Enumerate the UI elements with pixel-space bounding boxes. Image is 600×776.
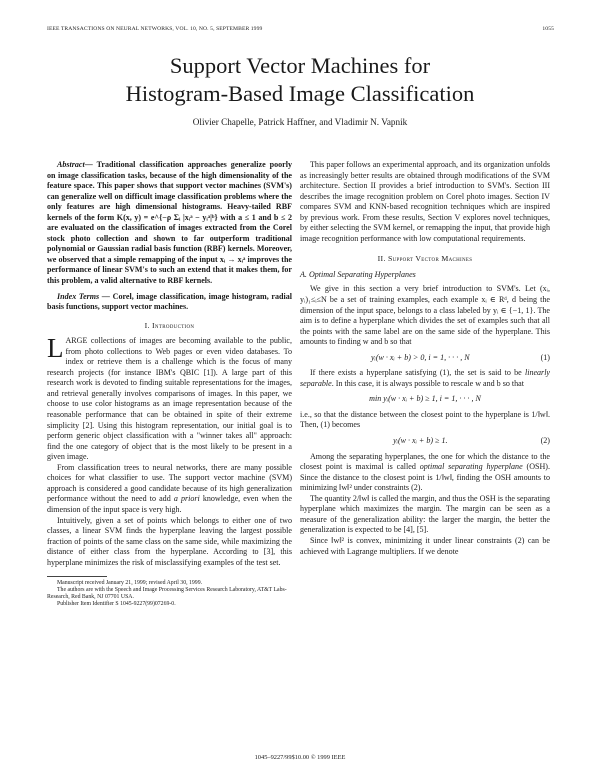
intro-paragraph-1 (47, 333, 292, 463)
index-terms-lead: Index Terms — (57, 291, 110, 301)
left-column (47, 160, 292, 608)
intro-heading: I. Introduction (144, 320, 195, 330)
section-2-heading: II. Support Vector Machines (377, 254, 473, 264)
authors: Olivier Chapelle, Patrick Haffner, and Vladimir N. Vapnik (192, 117, 408, 127)
equation-min (300, 394, 550, 405)
separable-paragraph (300, 368, 550, 389)
osh-italic: optimal separating hyperplane (419, 462, 523, 472)
margin-paragraph: The quantity 2/‖w‖ is called the margin, and thus the OSH is the separating hyperplane which maximizes the margin. The margin can be seen as a measure of the generalization ability: the larger the margin, the better the generalization is expected to be [4], [5]. (300, 493, 550, 535)
footnote-rule (47, 576, 107, 577)
equation-2 (300, 436, 550, 447)
running-head-text: IEEE TRANSACTIONS ON NEURAL NETWORKS, VOL. 10, NO. 5, SEPTEMBER 1999 (47, 26, 263, 32)
separable-b: . In this case, it is always possible to rescale w and b so that (331, 378, 524, 388)
abstract-text: Traditional classification approaches generalize poorly on image classification tasks, because of the high dimensionality of the feature space. This paper shows that support vector machines (SVM's) can generalize well on difficult image classification problems where the only features are high dimensional histograms. Heavy-tailed RBF kernels of the form K(x, y) = e^{−ρ Σᵢ |xᵢᵃ − yᵢᵃ|ᵇ} with a ≤ 1 and b ≤ 2 are evaluated on the classification of images extracted from the Corel stock photo collection and shown to far outperform traditional polynomial or Gaussian radial basis function (RBF) kernels. Moreover, we observed that a simple remapping of the input xᵢ → xᵢᵃ improves the performance of linear SVM's to such an extend that it makes them, for this problem, a valid alternative to RBF kernels. (47, 160, 292, 286)
abstract (47, 160, 292, 287)
drop-cap: L (47, 333, 64, 364)
equation-2-body: yᵢ(w · xᵢ + b) ≥ 1. (393, 436, 448, 446)
footnote-3: Publisher Item Identifier S 1045-9227(99)07269-0. (57, 601, 176, 608)
equation-min-body: min yᵢ(w · xᵢ + b) ≥ 1, i = 1, · · · , N (369, 394, 481, 404)
intro-paragraph-2 (47, 463, 292, 516)
osh-paragraph (300, 452, 550, 494)
footnote-2: The authors are with the Speech and Image Processing Services Research Laboratory, AT&T Labs-Research, Red Bank, NJ 07701 USA. (47, 587, 287, 601)
page-number: 1055 (542, 26, 554, 32)
abstract-lead: Abstract— (57, 160, 93, 169)
equation-2-number: (2) (540, 436, 550, 446)
intro-p2-a: From classification trees to neural networks, there are many possible choices for what classifier to use. The support vector machine (SVM) approach is considered a good candidate because of its high generalization performance without the need to add (47, 462, 292, 504)
intro-paragraph-3: Intuitively, given a set of points which belongs to either one of two classes, a linear SVM finds the hyperplane leaving the largest possible fraction of points of the same class on the same side, while maximizing the distance of either class from the hyperplane. According to [3], this hyperplane minimizes the risk of misclassifying examples of the test set. (47, 515, 292, 567)
title-line-1: Support Vector Machines for (169, 53, 431, 78)
separable-italic: linearly separable (300, 368, 550, 388)
intro-p1-text: ARGE collections of images are becoming available to the public, from photo collections to Web pages or even video databases. To index or retrieve them is a challenge which is the focus of many research projects (for instance IBM's QBIC [1]). A large part of this research work is devoted to finding suitable representations for the images, and retrieval generally involves comparisons of images. In this paper, we choose to use color histograms as an image representation because of the reasonable performance that can be obtained in spite of their extreme simplicity [2]. Using this histogram representation, our initial goal is to perform generic object classification with a "winner takes all" approach: find the one category of object that is the most likely to be present in a given image. (47, 336, 292, 462)
title-line-2: Histogram-Based Image Classification (125, 81, 475, 106)
running-header (47, 26, 554, 32)
separable-a: If there exists a hyperplane satisfying (1), the set is said to be (310, 368, 525, 378)
ie-paragraph: i.e., so that the distance between the closest point to the hyperplane is 1/‖w‖. Then, (1) becomes (300, 409, 550, 430)
osh-b: (OSH). Since the distance to the closest point is 1/‖w‖, finding the OSH amounts to minimizing ‖w‖² under constraints (2). (300, 462, 550, 493)
equation-1-body: yᵢ(w · xᵢ + b) > 0, i = 1, · · · , N (370, 352, 470, 362)
index-terms (47, 292, 292, 313)
equation-1 (300, 353, 550, 364)
subsection-a-heading: A. Optimal Separating Hyperplanes (300, 269, 416, 279)
index-terms-text: Corel, image classification, image histogram, radial basis functions, support vector machines. (47, 291, 292, 312)
intro-p2-italic: a priori (173, 494, 200, 504)
svm-intro-paragraph: We give in this section a very brief introduction to SVM's. Let (xᵢ, yᵢ)₁≤ᵢ≤N be a set of training examples, each example xᵢ ∈ Rᵈ, d being the dimension of the input space, belongs to a class labeled by yᵢ ∈ {−1, 1}. The aim is to define a hyperplane which divides the set of examples such that all the points with the same label are on the same side of the hyperplane. This amounts to finding w and b so that (300, 284, 550, 347)
right-column (300, 160, 550, 557)
footnote-1: Manuscript received January 21, 1999; revised April 30, 1999. (57, 580, 203, 587)
equation-1-number: (1) (540, 352, 550, 362)
convex-paragraph: Since ‖w‖² is convex, minimizing it under linear constraints (2) can be achieved with Lagrange multipliers. If we denote (300, 535, 550, 556)
copyright-line: 1045–9227/99$10.00 © 1999 IEEE (254, 754, 346, 761)
osh-a: Among the separating hyperplanes, the one for which the distance to the closest point is maximal is called (300, 451, 550, 472)
paper-title (0, 52, 600, 108)
intro-p2-b: knowledge, even when the dimension of the input space is very high. (47, 494, 292, 514)
overview-paragraph: This paper follows an experimental approach, and its organization unfolds as increasingly better results are obtained through modifications of the SVM architecture. Section II provides a brief introduction to SVM's. Section III describes the image recognition problem on Corel photo images. Section IV compares SVM and KNN-based recognition techniques which are inspired by previous work. From these results, Section V explores novel techniques, by either selecting the SVM kernel, or remapping the input, that provide high image recognition performance with low computational requirements. (300, 160, 550, 243)
